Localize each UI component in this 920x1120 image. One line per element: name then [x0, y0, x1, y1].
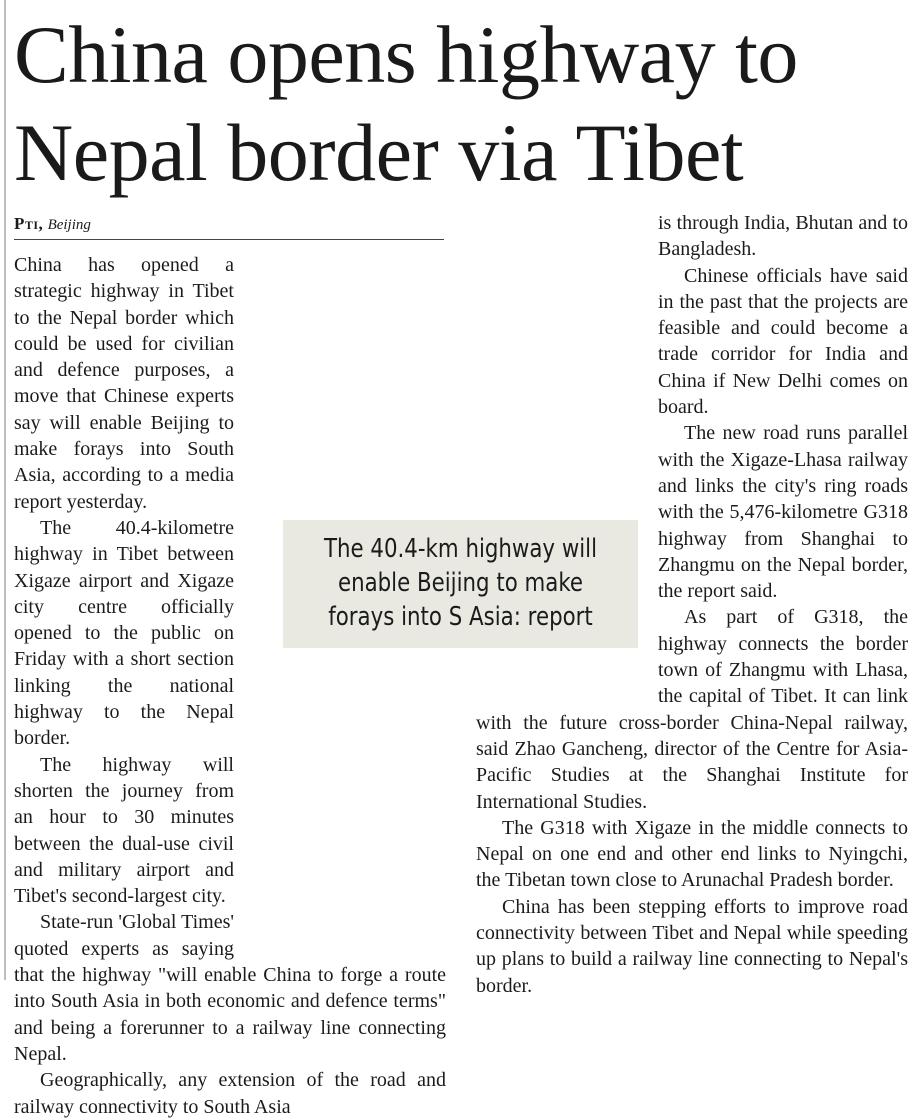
paragraph: China has opened a strategic highway in Tibet to the Nepal border which could be used for civilian and defence purposes, a move that Chinese experts say will enable Beijing to make forays into South Asia, according to a media report yesterday.: [14, 254, 234, 513]
paragraph: As part of G318, the highway connects the border town of Zhangmu with Lhasa, the capital of Tibet. It can link with the future cross-border China-Nepal railway, said Zhao Gancheng, director of the Centre for Asia-Pacific Studies at the Shanghai Institute for International Studies.: [476, 606, 908, 813]
paragraph: is through India, Bhutan and to Bangladesh.: [658, 212, 908, 261]
pull-quote-box: [283, 520, 638, 648]
headline-line-1: China opens highway to: [14, 9, 798, 100]
byline: [14, 211, 444, 240]
byline-agency: Pti,: [14, 214, 44, 233]
paragraph: The G318 with Xigaze in the middle connects to Nepal on one end and other end links to Nyingchi, the Tibetan town close to Arunachal Pradesh border.: [476, 816, 908, 892]
article-column-left: [14, 252, 446, 1120]
headline-line-2: Nepal border via Tibet: [14, 107, 744, 198]
headline: [14, 6, 914, 202]
paragraph: Chinese officials have said in the past that the projects are feasible and could become a trade corridor for India and China if New Delhi comes on board.: [658, 264, 908, 419]
paragraph: State-run 'Global Times' quoted experts as saying that the highway "will enable China to forge a route into South Asia in both economic and defence terms" and being a forerunner to a railway line connecting Nepal.: [14, 911, 446, 1065]
paragraph: The new road runs parallel with the Xigaze-Lhasa railway and links the city's ring roads with the 5,476-kilometre G318 highway from Shanghai to Zhangmu on the Nepal border, the report said.: [658, 422, 908, 603]
paragraph: Geographically, any extension of the road and railway connectivity to South Asia: [14, 1069, 446, 1118]
paragraph: The 40.4-kilometre highway in Tibet between Xigaze airport and Xigaze city centre officially opened to the public on Friday with a short section linking the national highway to the Nepal border.: [14, 516, 234, 750]
byline-location: Beijing: [47, 217, 91, 233]
paragraph: The highway will shorten the journey from an hour to 30 minutes between the dual-use civil and military airport and Tibet's second-largest city.: [14, 753, 234, 908]
paragraph: China has been stepping efforts to improve road connectivity between Tibet and Nepal while speeding up plans to build a railway line connecting to Nepal's border.: [476, 895, 908, 997]
page-edge-rule: [4, 0, 6, 980]
pull-quote: The 40.4-km highway will enable Beijing to make forays into S Asia: report: [323, 534, 598, 632]
